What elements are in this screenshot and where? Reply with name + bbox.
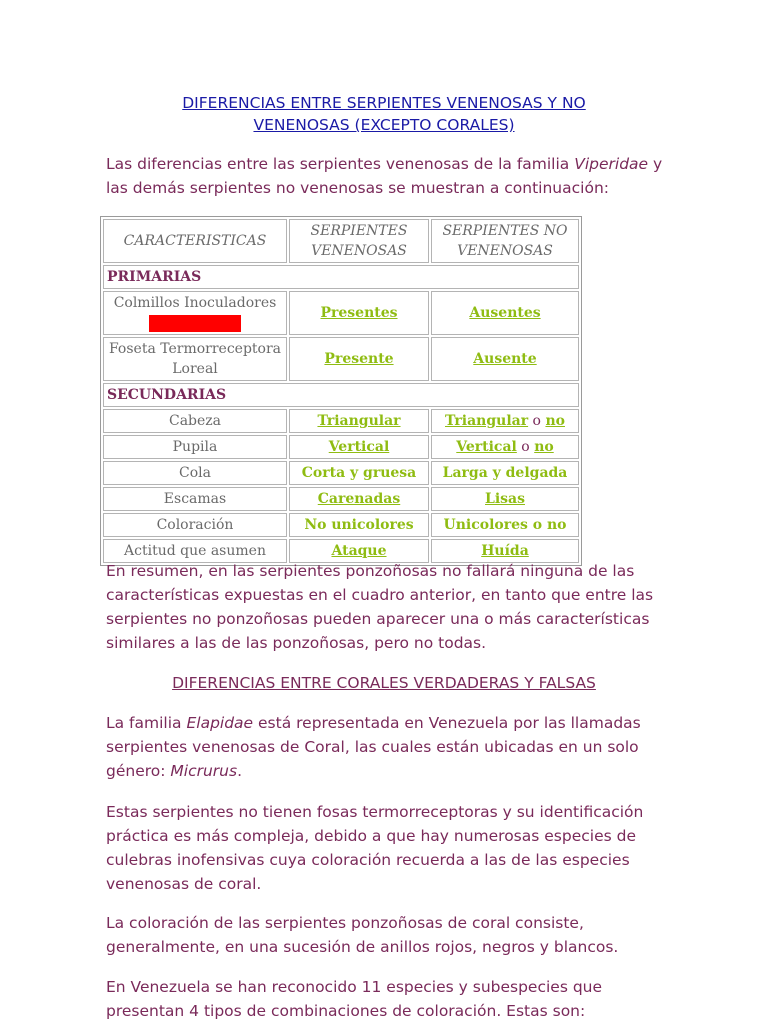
value-link[interactable]: Carenadas (317, 491, 401, 507)
value-link[interactable]: Vertical (456, 439, 517, 455)
family-elapidae: Elapidae (186, 714, 254, 732)
value-link[interactable]: no (534, 439, 554, 455)
feature-cell: Coloración (103, 513, 287, 537)
feature-cell: Cabeza (103, 409, 287, 433)
value-link[interactable]: Vertical (328, 439, 390, 455)
feature-label: Colmillos Inoculadores (113, 295, 277, 311)
red-highlight-mark (149, 315, 241, 332)
feature-cell: Foseta Termorreceptora Loreal (103, 337, 287, 381)
value-link[interactable]: Triangular (445, 413, 529, 429)
nonvenomous-value[interactable] (431, 409, 579, 433)
value-link[interactable]: Lisas (485, 491, 525, 507)
section-primary: PRIMARIAS (103, 265, 579, 289)
coral-text: está representada en Venezuela por las llamadas serpientes venenosas de Coral, las cuales están ubicadas en un solo género: (106, 714, 641, 780)
feature-cell: Pupila (103, 435, 287, 459)
or-text: o (528, 413, 546, 429)
venomous-value[interactable] (289, 337, 429, 381)
differences-table (100, 216, 582, 566)
coral-text: La familia (106, 714, 187, 732)
feature-cell: Actitud que asumen (103, 539, 287, 563)
venomous-value[interactable] (289, 435, 429, 459)
coral-paragraph-3: La coloración de las serpientes ponzoñosas de coral consiste, generalmente, en una sucesión de anillos rojos, negros y blancos. (106, 914, 619, 956)
page-title-line2[interactable]: VENENOSAS (EXCEPTO CORALES) (253, 116, 515, 134)
value-link[interactable]: Triangular (317, 413, 401, 429)
header-nonvenomous: SERPIENTES NO VENENOSAS (431, 219, 579, 263)
value-link[interactable]: Ataque (331, 543, 387, 559)
coral-paragraph-1 (106, 711, 666, 783)
or-text: o (516, 439, 535, 455)
feature-cell: Cola (103, 461, 287, 485)
venomous-value: No unicolores (289, 513, 429, 537)
feature-cell: Escamas (103, 487, 287, 511)
summary-paragraph: En resumen, en las serpientes ponzoñosas no fallará ninguna de las características expuestas en el cuadro anterior, en tanto que entre las serpientes no ponzoñosas pueden aparecer una o más características similares a las de las ponzoñosas, pero no todas. (106, 562, 654, 652)
nonvenomous-value: Unicolores o no (431, 513, 579, 537)
family-viperidae: Viperidae (574, 155, 649, 173)
coral-paragraph-2: Estas serpientes no tienen fosas termorreceptoras y su identificación práctica es más compleja, debido a que hay numerosas especies de culebras inofensivas cuya coloración recuerda a las de las especies venenosas de coral. (106, 803, 644, 893)
nonvenomous-value[interactable] (431, 337, 579, 381)
coral-paragraph-4: En Venezuela se han reconocido 11 especies y subespecies que presentan 4 tipos de combinaciones de coloración. Estas son: (106, 978, 603, 1020)
header-venomous: SERPIENTES VENENOSAS (289, 219, 429, 263)
value-link[interactable]: Presente (324, 351, 394, 367)
venomous-value[interactable] (289, 291, 429, 335)
header-characteristics: CARACTERISTICAS (103, 219, 287, 263)
nonvenomous-value[interactable] (431, 435, 579, 459)
page-title-line1[interactable]: DIFERENCIAS ENTRE SERPIENTES VENENOSAS Y NO (182, 94, 586, 112)
venomous-value: Corta y gruesa (289, 461, 429, 485)
coral-text: . (237, 762, 243, 780)
value-link[interactable]: Ausente (473, 351, 537, 367)
nonvenomous-value[interactable] (431, 487, 579, 511)
genus-micrurus: Micrurus (170, 762, 238, 780)
value-link[interactable]: Ausentes (469, 305, 541, 321)
value-link[interactable]: Huída (481, 543, 529, 559)
feature-cell (103, 291, 287, 335)
intro-paragraph (106, 152, 666, 200)
nonvenomous-value[interactable] (431, 291, 579, 335)
coral-section-title: DIFERENCIAS ENTRE CORALES VERDADERAS Y FALSAS (172, 674, 596, 692)
intro-text: Las diferencias entre las serpientes venenosas de la familia (106, 155, 575, 173)
page-title[interactable] (0, 92, 768, 136)
venomous-value[interactable] (289, 409, 429, 433)
value-link[interactable]: Presentes (320, 305, 398, 321)
venomous-value[interactable] (289, 487, 429, 511)
value-link[interactable]: no (545, 413, 565, 429)
nonvenomous-value: Larga y delgada (431, 461, 579, 485)
section-secondary: SECUNDARIAS (103, 383, 579, 407)
intro-text-end: y las demás serpientes no venenosas se muestran a continuación: (106, 155, 663, 197)
